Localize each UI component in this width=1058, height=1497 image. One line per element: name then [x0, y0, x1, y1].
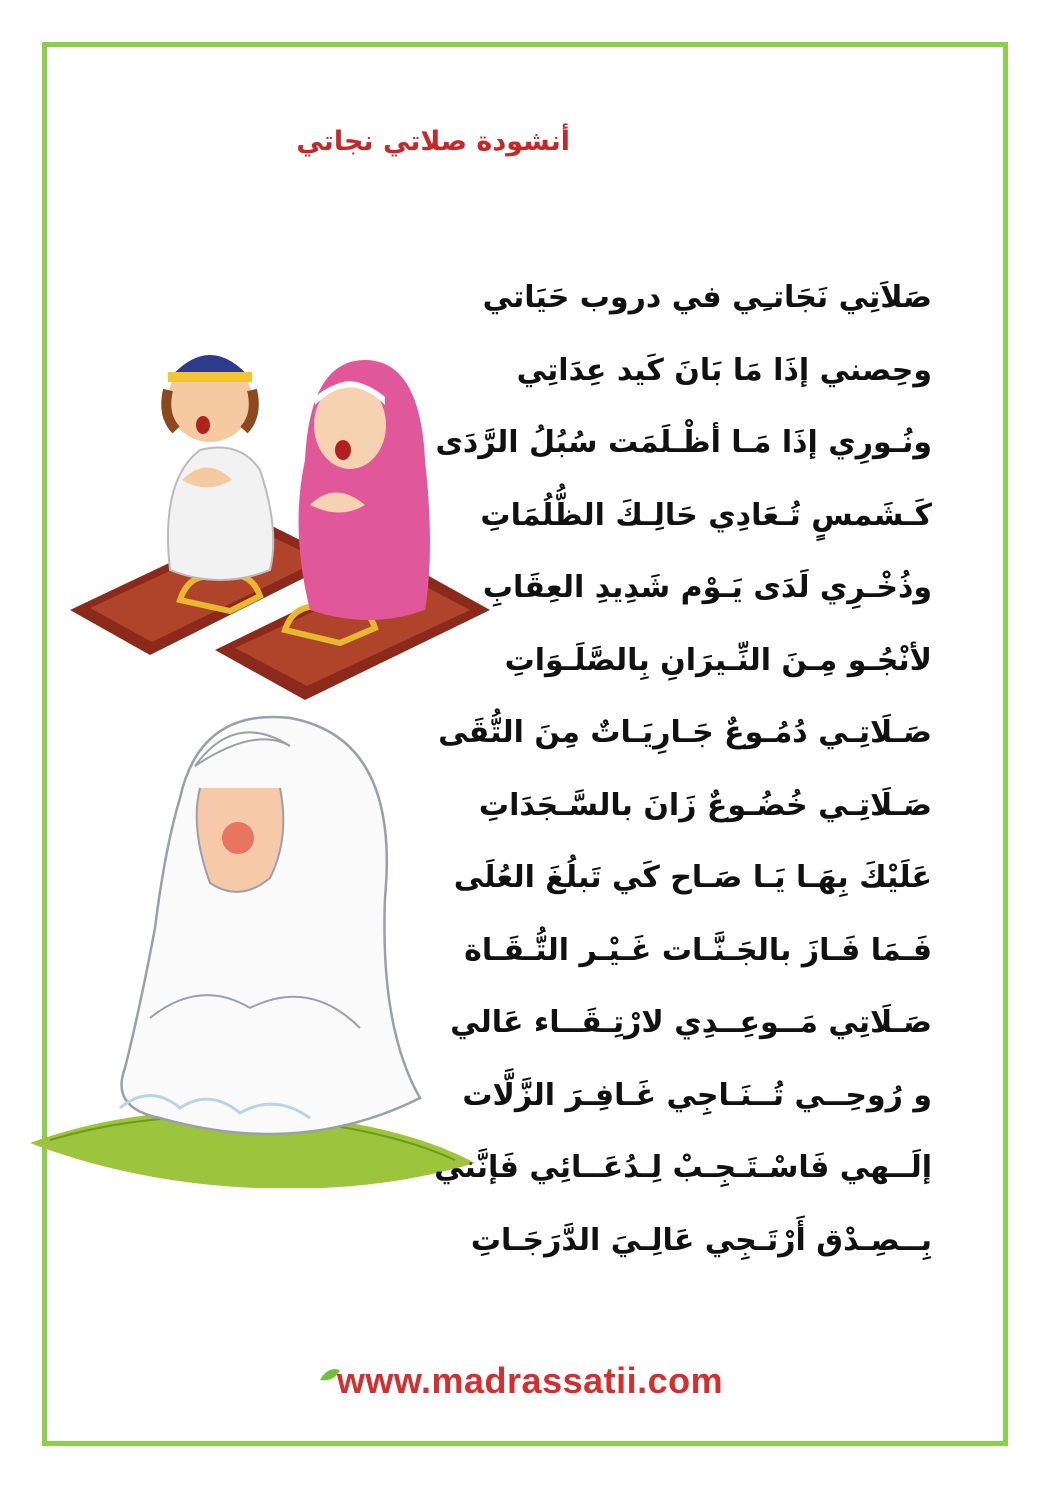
verse-line: إلَــهي فَاسْـتَـجِـبْ لِـدُعَــائِي فَإنَّني [434, 1150, 932, 1185]
verse-line: بِــصِـدْق أَرْتَـجِي عَالِـيَ الدَّرَجَـاتِ [470, 1222, 932, 1258]
girl-white-figure [120, 717, 420, 1134]
praying-children-illustration [60, 320, 500, 710]
poem [434, 262, 932, 1277]
verse-line: ونُـورِي إذَا مَـا أظْـلَمَت سُبُلُ الرَّدَى [435, 425, 932, 460]
website-link[interactable]: www.madrassatii.com [336, 1360, 724, 1401]
verse-line: صَـلَاتِي مَــوعِــدِي لارْتِـقَــاء عَالي [450, 1005, 932, 1040]
verse-line: صَلاَتِي نَجَاتـِي في دروب حَيَاتي [482, 280, 932, 315]
girl-figure [299, 360, 430, 620]
verse-line: صَـلَاتِـي خُضُـوعٌ زَانَ بالسَّـجَدَاتِ [478, 787, 932, 823]
verse-line: فَـمَا فَـازَ بالجَـنَّـات غَـيْـر التُّـقَـاة [464, 932, 932, 968]
verse-line: كَـشَمسٍ تُـعَادِي حَالِـكَ الظُّلُمَاتِ [480, 497, 932, 533]
verse-line: وحِصني إذَا مَا بَانَ كَيد عِدَاتِي [516, 352, 932, 388]
verse-line: عَلَيْكَ بِهَـا يَـا صَـاح كَي تَبلُغَ العُلَى [453, 860, 932, 895]
verse-line: وذُخْـرِي لَدَى يَـوْم شَدِيدِ العِقَابِ [482, 570, 932, 605]
verse-line: صَـلَاتِـي دُمُـوعٌ جَـارِيَـاتٌ مِنَ التُّقَى [438, 715, 932, 750]
praying-girl-white-illustration [30, 688, 480, 1188]
page-title: أنشودة صلاتي نجاتي [296, 126, 570, 157]
verse-line: لأنْجُـو مِـنَ النِّـيرَانِ بِالصَّلَـوَاتِ [504, 642, 932, 678]
verse-line: و رُوحِــي تُــنَـاجِي غَـافِـرَ الزَّلَّات [462, 1077, 932, 1113]
boy-figure [166, 355, 273, 580]
